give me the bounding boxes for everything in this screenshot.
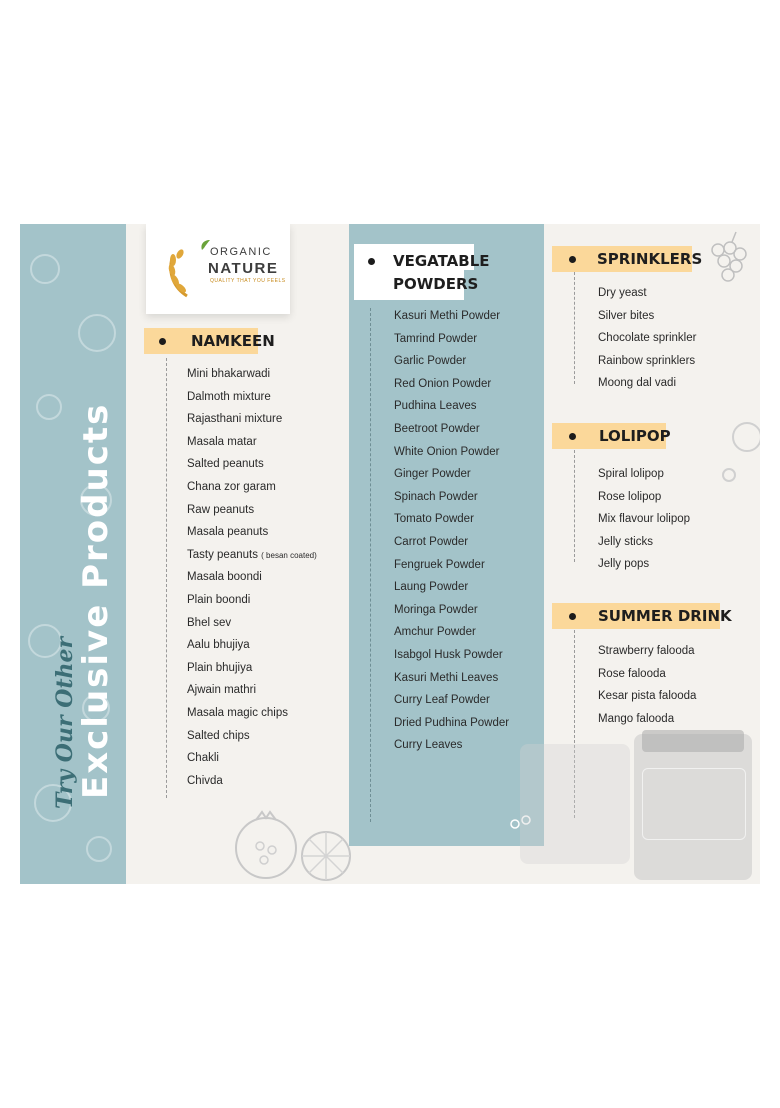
list-item: Carrot Powder (394, 535, 469, 548)
brand-logo (146, 224, 290, 314)
sidebar-script-text: Try Our Other (52, 636, 78, 809)
bullet-icon (569, 433, 576, 440)
bullet-icon (368, 258, 375, 265)
list-item: Dalmoth mixture (187, 390, 271, 403)
list-item: Jelly sticks (598, 535, 653, 548)
bullet-icon (159, 338, 166, 345)
list-item: Jelly pops (598, 558, 650, 571)
list-item: Curry Leaves (394, 739, 463, 752)
veg-heading-line2: POWDERS (393, 275, 479, 293)
list-item: Ajwain mathri (187, 684, 257, 697)
list-item: Kasuri Methi Leaves (394, 671, 499, 684)
sprinklers-divider-line (574, 272, 575, 384)
summer-drink-heading (552, 603, 732, 629)
list-item: Garlic Powder (394, 355, 467, 368)
list-item: Ginger Powder (394, 468, 471, 481)
list-item: Laung Powder (394, 581, 469, 594)
lolipop-heading-text: LOLIPOP (599, 427, 671, 445)
veg-divider-line (370, 308, 371, 822)
namkeen-heading-text: NAMKEEN (191, 332, 275, 350)
list-item: Masala matar (187, 435, 257, 448)
list-item: Spiral lolipop (598, 468, 664, 480)
list-item: Moong dal vadi (598, 377, 676, 390)
jar-label (642, 768, 746, 840)
sidebar-title-text: Exclusive Products (76, 402, 116, 799)
bullet-icon (569, 256, 576, 263)
veg-heading-line1: VEGATABLE (393, 252, 490, 270)
jar-lid (642, 730, 744, 752)
sprinklers-heading (552, 246, 702, 272)
list-item: Raw peanuts (187, 503, 255, 516)
list-item: Dry yeast (598, 287, 647, 299)
list-item: Masala peanuts (187, 526, 269, 539)
doodle-circle-icon (30, 254, 60, 284)
list-item: Beetroot Powder (394, 422, 480, 435)
doodle-circle-icon (78, 314, 116, 352)
list-item: Tamrind Powder (394, 332, 478, 345)
list-item: White Onion Powder (394, 445, 500, 458)
list-item: Red Onion Powder (394, 377, 492, 390)
product-jar-image (520, 744, 630, 864)
doodle-circle-icon (732, 422, 760, 452)
list-item: Silver bites (598, 309, 655, 322)
list-item: Kesar pista falooda (598, 690, 697, 703)
logo-tagline: QUALITY THAT YOU FEELS (210, 278, 286, 284)
bullet-icon (569, 613, 576, 620)
list-item: Plain bhujiya (187, 661, 253, 674)
pomegranate-doodle-icon (232, 790, 352, 882)
list-item: Mini bhakarwadi (187, 368, 271, 380)
lolipop-divider-line (574, 450, 575, 562)
list-item: Pudhina Leaves (394, 400, 477, 413)
namkeen-list (187, 363, 317, 792)
list-item-text: Tasty peanuts (187, 548, 258, 561)
list-item: Tomato Powder (394, 513, 474, 526)
vegetable-powders-list (394, 305, 509, 757)
list-item: Aalu bhujiya (187, 639, 250, 652)
logo-line-organic: ORGANIC (210, 246, 272, 258)
sprinklers-list (598, 282, 696, 395)
sidebar-banner (20, 224, 126, 884)
list-item: Plain boondi (187, 593, 251, 606)
summer-drink-heading-text: SUMMER DRINK (598, 607, 732, 625)
product-jar-image (634, 734, 752, 880)
sprinklers-heading-text: SPRINKLERS (597, 250, 703, 268)
lolipop-list (598, 463, 690, 576)
vegetable-powders-heading (354, 244, 490, 300)
product-flyer (20, 224, 760, 884)
list-item: Curry Leaf Powder (394, 694, 490, 707)
list-item: Bhel sev (187, 616, 232, 629)
list-item: Masala boondi (187, 571, 262, 584)
list-item: Rainbow sprinklers (598, 354, 696, 367)
list-item-note: ( besan coated) (261, 550, 317, 560)
list-item: Salted chips (187, 729, 250, 742)
list-item: Mix flavour lolipop (598, 513, 691, 526)
list-item: Chana zor garam (187, 480, 276, 493)
list-item: Salted peanuts (187, 458, 264, 471)
list-item: Fengruek Powder (394, 558, 485, 571)
doodle-circle-icon (36, 394, 62, 420)
list-item: Chocolate sprinkler (598, 332, 697, 345)
list-item: Mango falooda (598, 712, 675, 725)
logo-line-nature: NATURE (208, 260, 279, 277)
doodle-circle-icon (86, 836, 112, 862)
list-item (187, 544, 317, 567)
list-item: Spinach Powder (394, 490, 478, 503)
wheat-icon (164, 238, 210, 298)
namkeen-heading (144, 328, 284, 354)
doodle-circle-icon (722, 468, 736, 482)
list-item: Rose falooda (598, 667, 666, 680)
list-item: Chakli (187, 752, 219, 765)
list-item: Amchur Powder (394, 626, 476, 639)
summer-drink-list (598, 640, 696, 730)
list-item: Rose lolipop (598, 490, 662, 503)
list-item: Rajasthani mixture (187, 413, 283, 426)
list-item: Moringa Powder (394, 603, 478, 616)
lolipop-heading (552, 423, 702, 449)
list-item: Masala magic chips (187, 706, 288, 719)
list-item: Strawberry falooda (598, 645, 695, 657)
list-item: Dried Pudhina Powder (394, 716, 510, 729)
list-item: Kasuri Methi Powder (394, 310, 501, 322)
list-item: Isabgol Husk Powder (394, 648, 503, 661)
grapes-doodle-icon (706, 230, 750, 288)
list-item: Chivda (187, 774, 223, 787)
namkeen-divider-line (166, 358, 167, 798)
